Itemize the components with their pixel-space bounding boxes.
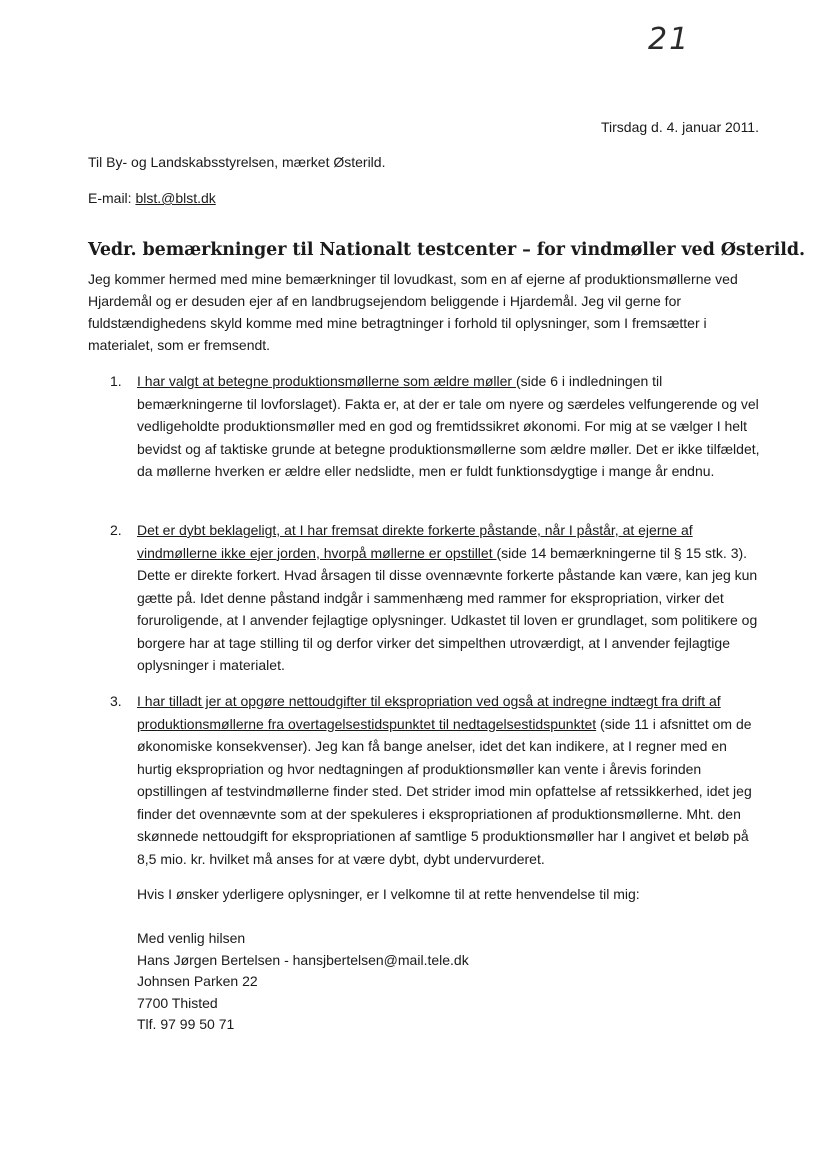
sender-phone: Tlf. 97 99 50 71: [137, 1016, 235, 1032]
item-underlined-text: Det er dybt beklageligt, at I har fremsat direkte forkerte påstande, når I påstår, at ejerne af vindmøllerne ikke ejer jorden, hvorpå møllerne er opstillet: [137, 522, 693, 561]
letter-heading: Vedr. bemærkninger til Nationalt testcenter – for vindmøller ved Østerild.: [88, 240, 805, 260]
handwritten-page-number: 21: [648, 22, 691, 57]
item-number: 3.: [110, 693, 122, 709]
item-underlined-text: I har tilladt jer at opgøre nettoudgifter til ekspropriation ved også at indregne indtægt fra drift af produktionsmøllerne fra overtagelsestidspunktet til nedtagelsestidspunktet: [137, 693, 721, 732]
item-rest-text: (side 6 i indledningen til bemærkningerne til lovforslaget). Fakta er, at der er tale om nyere og særdeles velfungerende og vel vedligeholdte produktionsmøller med en god og fremtidssikret økonomi. For mig at se vælger I helt bevidst og af taktiske grunde at betegne produktionsmøllerne som ældre møller. Det er ikke tilfældet, da møllerne hverken er ældre eller nedslidte, men er fuldt funktionsdygtige i mange år endnu.: [137, 373, 760, 479]
item-number: 2.: [110, 522, 122, 538]
item-text: [137, 690, 760, 870]
email-line: [88, 190, 216, 206]
item-number: 1.: [110, 373, 122, 389]
item-rest-text: (side 11 i afsnittet om de økonomiske konsekvenser). Jeg kan få bange anelser, idet det kan indikere, at I regner med en hurtig ekspropriation og hvor nedtagningen af produktionsmøller kan vente i årevis forinden opstillingen af testvindmøllerne finder sted. Det strider imod min opfattelse af retssikkerhed, idet jeg finder det ovennævnte som at der spekuleres i ekspropriationen af produktionsmøllerne. Mht. den skønnede nettoudgift for ekspropriationen af samtlige 5 produktionsmøller har I angivet et beløb på 8,5 mio. kr. hvilket må anses for at være dybt, dybt undervurderet.: [137, 715, 752, 867]
numbered-item: [88, 690, 760, 870]
sender-name-email: Hans Jørgen Bertelsen - hansjbertelsen@mail.tele.dk: [137, 951, 469, 968]
email-address-link[interactable]: blst.@blst.dk: [135, 190, 216, 206]
item-text: [137, 370, 760, 483]
recipient-line: Til By- og Landskabsstyrelsen, mærket Østerild.: [88, 154, 386, 170]
signature-block: [137, 928, 469, 1036]
sender-street: Johnsen Parken 22: [137, 973, 258, 989]
numbered-item: [88, 519, 760, 677]
closing-sentence: Hvis I ønsker yderligere oplysninger, er I velkomne til at rette henvendelse til mig:: [137, 886, 640, 902]
item-text: [137, 519, 760, 677]
item-rest-text: (side 14 bemærkningerne til § 15 stk. 3). Dette er direkte forkert. Hvad årsagen til disse ovennævnte forkerte påstande kan være, kan jeg kun gætte på. Idet denne påstand indgår i sammenhæng med rammer for ekspropriation, virker det foruroligende, at I anvender fejlagtige oplysninger. Udkastet til loven er grundlaget, som politikere og borgere har at tage stilling til og derfor virker det simpelthen utroværdigt, at I anvender fejlagtige oplysninger i materialet.: [137, 544, 758, 673]
intro-paragraph: Jeg kommer hermed med mine bemærkninger til lovudkast, som en af ejerne af produktionsmøllerne ved Hjardemål og er desuden ejer af en landbrugsejendom beliggende i Hjardemål. Jeg vil gerne for fuldstændighedens skyld komme med mine betragtninger i forhold til oplysninger, som I fremsætter i materialet, som er fremsendt.: [88, 271, 738, 353]
sender-city: 7700 Thisted: [137, 994, 218, 1011]
numbered-item: [88, 370, 760, 483]
greeting: Med venlig hilsen: [137, 930, 246, 946]
letter-date: Tirsdag d. 4. januar 2011.: [601, 119, 759, 135]
email-label: E-mail:: [88, 190, 136, 206]
item-underlined-text: I har valgt at betegne produktionsmøllerne som ældre møller: [137, 373, 516, 389]
